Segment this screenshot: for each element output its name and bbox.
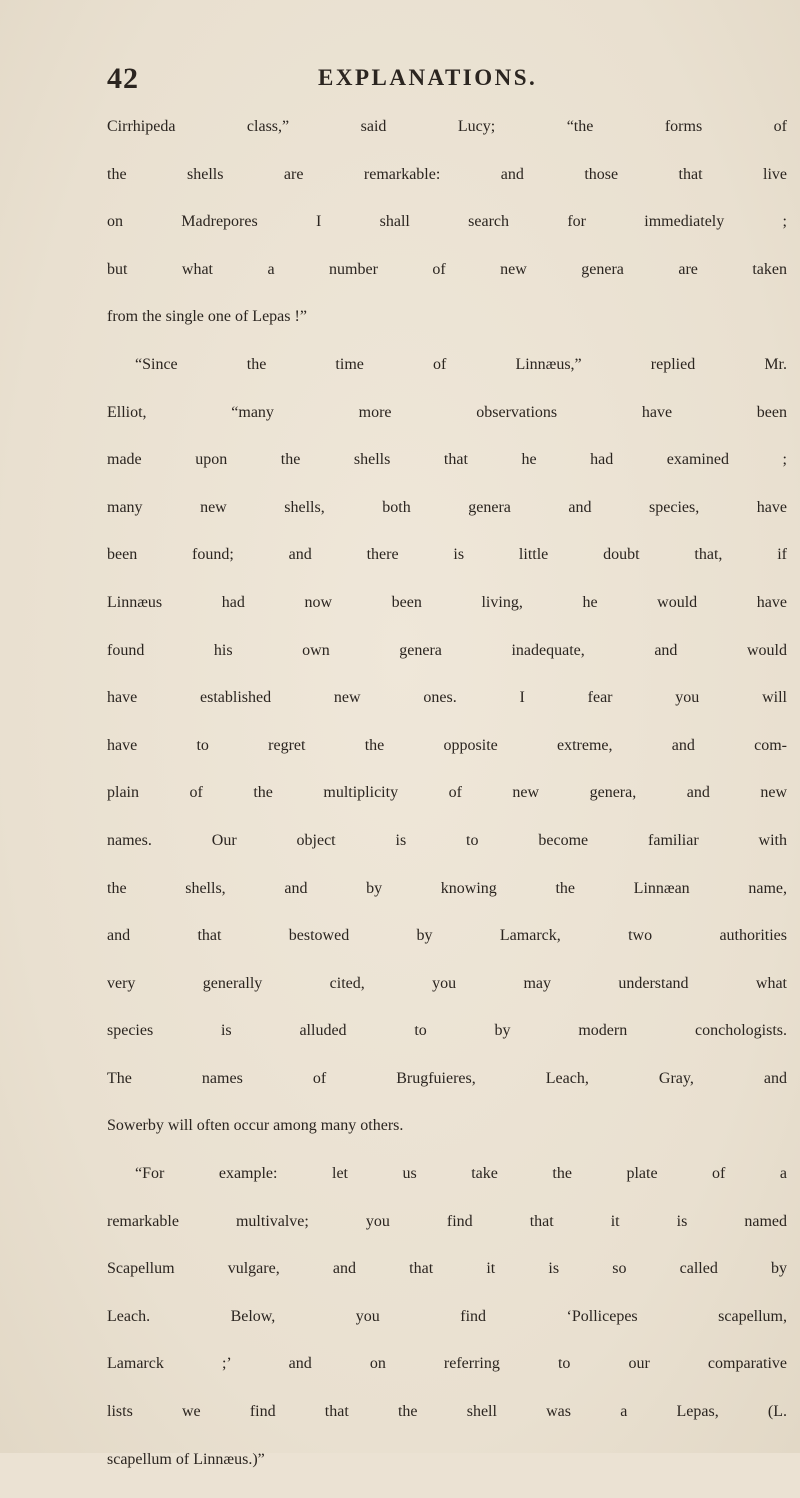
text-line: “Since the time of Linnæus,” replied Mr. (135, 355, 787, 373)
text-line: and that bestowed by Lamarck, two authorities (107, 927, 787, 945)
text-line: Sowerby will often occur among many others. (107, 1117, 404, 1135)
text-line: found his own genera inadequate, and would (107, 641, 787, 659)
text-line: on Madrepores I shall search for immediately ; (107, 213, 787, 231)
page-header (107, 62, 787, 102)
text-line: many new shells, both genera and species, have (107, 498, 787, 516)
text-line: the shells, and by knowing the Linnæan name, (107, 879, 787, 897)
body-text (107, 118, 787, 1498)
text-line: Linnæus had now been living, he would have (107, 593, 787, 611)
text-line: species is alluded to by modern conchologists. (107, 1022, 787, 1040)
text-line: Leach. Below, you find ‘Pollicepes scapellum, (107, 1307, 787, 1325)
text-line: remarkable multivalve; you find that it is named (107, 1212, 787, 1230)
text-line: but what a number of new genera are taken (107, 260, 787, 278)
text-line: The names of Brugfuieres, Leach, Gray, and (107, 1069, 787, 1087)
text-line: Scapellum vulgare, and that it is so called by (107, 1260, 787, 1278)
text-line: the shells are remarkable: and those that live (107, 165, 787, 183)
text-line: Elliot, “many more observations have been (107, 403, 787, 421)
text-line: Cirrhipeda class,” said Lucy; “the forms of (107, 118, 787, 135)
running-head: EXPLANATIONS. (318, 65, 538, 90)
text-line: plain of the multiplicity of new genera, and new (107, 784, 787, 802)
text-line: from the single one of Lepas !” (107, 308, 307, 326)
page-number: 42 (107, 62, 139, 95)
text-line: names. Our object is to become familiar with (107, 831, 787, 849)
text-line: Lamarck ;’ and on referring to our comparative (107, 1355, 787, 1373)
text-line: have to regret the opposite extreme, and com- (107, 736, 787, 754)
text-line: have established new ones. I fear you will (107, 689, 787, 707)
text-line: scapellum of Linnæus.)” (107, 1450, 265, 1468)
text-line: been found; and there is little doubt that, if (107, 546, 787, 564)
text-line: very generally cited, you may understand what (107, 974, 787, 992)
text-line: made upon the shells that he had examined ; (107, 451, 787, 469)
text-line: lists we find that the shell was a Lepas, (L. (107, 1403, 787, 1421)
text-line: “For example: let us take the plate of a (135, 1165, 787, 1183)
